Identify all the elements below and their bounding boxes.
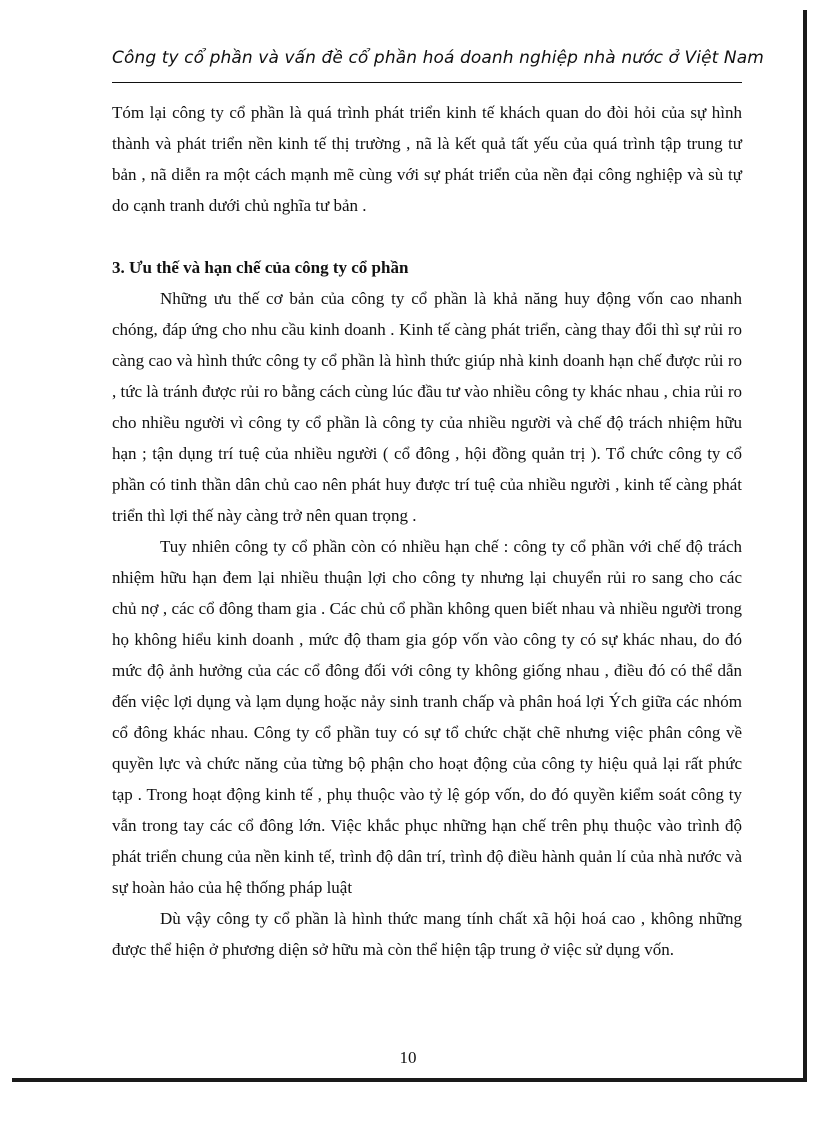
header-rule bbox=[112, 82, 742, 83]
page-border-right bbox=[803, 10, 807, 1080]
section-heading: 3. Ưu thế và hạn chế của công ty cổ phần bbox=[112, 258, 409, 277]
paragraph-conclusion: Dù vậy công ty cổ phần là hình thức mang tính chất xã hội hoá cao , không những được thể hiện ở phương diện sở hữu mà còn thể hiện tập trung ở việc sử dụng vốn. bbox=[112, 909, 742, 959]
paragraph-limitations: Tuy nhiên công ty cổ phần còn có nhiều hạn chế : công ty cổ phần với chế độ trách nhiệm hữu hạn đem lại nhiều thuận lợi cho công ty nhưng lại chuyển rủi ro sang cho các chủ nợ , các cổ đông tham gia . Các chủ cổ phần không quen biết nhau và nhiều người trong họ không hiểu kinh doanh , mức độ tham gia góp vốn vào công ty có sự khác nhau, do đó mức độ ảnh hưởng của các cổ đông đối với công ty không giống nhau , điều đó có thể dẫn đến việc lợi dụng và lạm dụng hoặc nảy sinh tranh chấp và phân hoá lợi Ých giữa các nhóm cổ đông khác nhau. Công ty cổ phần tuy có sự tổ chức chặt chẽ nhưng việc phân công về quyền lực và chức năng của từng bộ phận cho hoạt động của công ty hiệu quả lại rất phức tạp . Trong hoạt động kinh tế , phụ thuộc vào tỷ lệ góp vốn, do đó quyền kiểm soát công ty vẫn trong tay các cổ đông lớn. Việc khắc phục những hạn chế trên phụ thuộc vào trình độ phát triển chung của nền kinh tế, trình độ dân trí, trình độ điều hành quản lí của nhà nước và sự hoàn hảo của hệ thống pháp luật bbox=[112, 537, 742, 897]
running-header: Công ty cổ phần và vấn đề cổ phần hoá doanh nghiệp nhà nước ở Việt Nam bbox=[112, 48, 764, 68]
paragraph-advantages: Những ưu thế cơ bản của công ty cổ phần là khả năng huy động vốn cao nhanh chóng, đáp ứng cho nhu cầu kinh doanh . Kinh tế càng phát triển, càng thay đổi thì sự rủi ro càng cao và hình thức công ty cổ phần là hình thức giúp nhà kinh doanh hạn chế được rủi ro , tức là tránh được rủi ro bằng cách cùng lúc đầu tư vào nhiều công ty khác nhau , chia rủi ro cho nhiều người vì công ty cổ phần là công ty của nhiều người và chế độ trách nhiệm hữu hạn ; tận dụng trí tuệ của nhiều người ( cổ đông , hội đồng quản trị ). Tổ chức công ty cổ phần có tinh thần dân chủ cao nên phát huy được trí tuệ của nhiều người , kinh tế càng phát triển thì lợi thế này càng trở nên quan trọng . bbox=[112, 289, 742, 525]
page-number: 10 bbox=[399, 1048, 417, 1067]
page-content bbox=[112, 97, 742, 965]
intro-paragraph: Tóm lại công ty cổ phần là quá trình phát triển kinh tế khách quan do đòi hỏi của sự hình thành và phát triển nền kinh tế thị trường , nã là kết quả tất yếu của quá trình tập trung tư bản , nã diễn ra một cách mạnh mẽ cùng với sự phát triển của nền đại công nghiệp và sù tự do cạnh tranh dưới chủ nghĩa tư bản . bbox=[112, 103, 742, 215]
page-border-bottom bbox=[12, 1078, 807, 1082]
